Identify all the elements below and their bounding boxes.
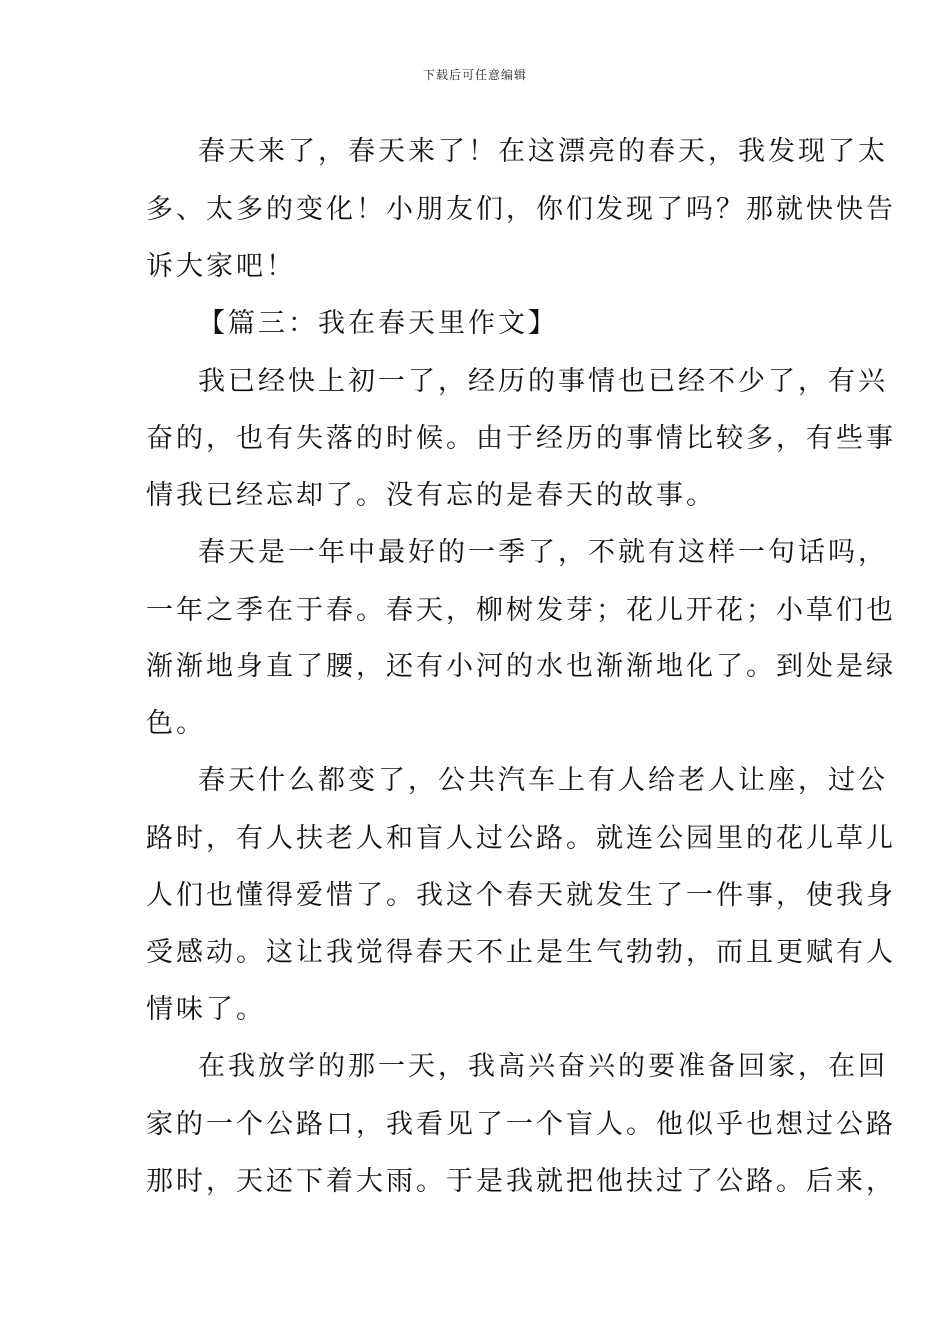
page-header: 下载后可任意编辑 — [422, 68, 527, 82]
text-line: 路时，有人扶老人和盲人过公路。就连公园里的花儿草儿 — [146, 823, 896, 854]
text-line: 奋的，也有失落的时候。由于经历的事情比较多，有些事 — [146, 423, 896, 454]
text-line: 我已经快上初一了，经历的事情也已经不少了，有兴 — [198, 366, 888, 397]
text-line: 色。 — [146, 708, 206, 739]
text-line: 渐渐地身直了腰，还有小河的水也渐渐地化了。到处是绿 — [146, 651, 896, 682]
section-heading: 【篇三：我在春天里作文】 — [198, 308, 558, 339]
text-line: 春天是一年中最好的一季了，不就有这样一句话吗， — [198, 537, 888, 568]
text-line: 情我已经忘却了。没有忘的是春天的故事。 — [146, 480, 716, 511]
text-line: 多、太多的变化！小朋友们，你们发现了吗？那就快快告 — [146, 194, 896, 225]
text-line: 人们也懂得爱惜了。我这个春天就发生了一件事，使我身 — [146, 880, 896, 911]
text-line: 情味了。 — [146, 994, 266, 1025]
text-line: 一年之季在于春。春天，柳树发芽；花儿开花；小草们也 — [146, 595, 896, 626]
text-line: 在我放学的那一天，我高兴奋兴的要准备回家，在回 — [198, 1051, 888, 1082]
text-line: 那时，天还下着大雨。于是我就把他扶过了公路。后来， — [146, 1166, 896, 1197]
text-line: 受感动。这让我觉得春天不止是生气勃勃，而且更赋有人 — [146, 937, 896, 968]
text-line: 春天什么都变了，公共汽车上有人给老人让座，过公 — [198, 765, 888, 796]
text-line: 家的一个公路口，我看见了一个盲人。他似乎也想过公路 — [146, 1109, 896, 1140]
text-line: 诉大家吧！ — [146, 251, 296, 282]
text-line: 春天来了，春天来了！在这漂亮的春天，我发现了太 — [198, 136, 888, 167]
